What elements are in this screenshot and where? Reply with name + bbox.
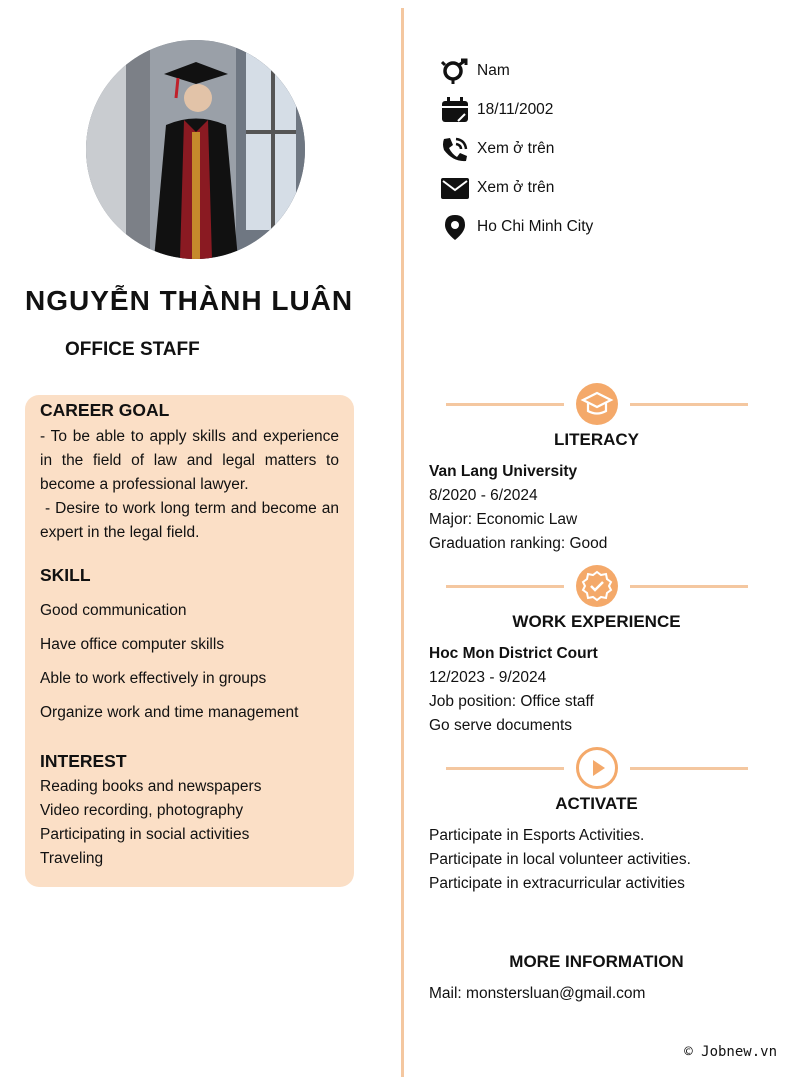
skill-item: Good communication	[40, 602, 187, 619]
activate-item: Participate in local volunteer activities.	[429, 851, 691, 868]
literacy-major: Major: Economic Law	[429, 511, 578, 528]
literacy-rule-left	[446, 403, 564, 406]
info-phone	[440, 135, 554, 163]
skill-item: Able to work effectively in groups	[40, 670, 267, 687]
candidate-name: NGUYỄN THÀNH LUÂN	[25, 285, 354, 316]
column-divider	[401, 8, 404, 1077]
literacy-rule-right	[630, 403, 748, 406]
interest-item: Traveling	[40, 850, 104, 867]
literacy-ranking: Graduation ranking: Good	[429, 535, 608, 552]
work-rule-right	[630, 585, 748, 588]
badge-check-icon	[575, 564, 619, 608]
calendar-icon	[440, 96, 470, 124]
left-summary-panel	[25, 395, 354, 887]
work-task: Go serve documents	[429, 717, 573, 734]
info-gender	[440, 57, 510, 85]
work-position: Job position: Office staff	[429, 693, 594, 710]
activate-item: Participate in extracurricular activities	[429, 875, 685, 892]
work-rule-left	[446, 585, 564, 588]
activate-rule-left	[446, 767, 564, 770]
info-birthdate-value: 18/11/2002	[477, 101, 554, 118]
work-company: Hoc Mon District Court	[429, 645, 598, 662]
work-experience-title: WORK EXPERIENCE	[512, 612, 681, 631]
gender-icon	[440, 57, 470, 85]
literacy-school: Van Lang University	[429, 463, 578, 480]
play-circle-icon	[575, 746, 619, 790]
career-goal-paragraph-2: - Desire to work long term and become an expert in the legal field.	[40, 500, 344, 541]
more-information-title: MORE INFORMATION	[509, 952, 684, 971]
interest-item: Video recording, photography	[40, 802, 244, 819]
info-gender-value: Nam	[477, 62, 510, 79]
activate-rule-right	[630, 767, 748, 770]
more-information-mail: Mail: monstersluan@gmail.com	[429, 985, 646, 1002]
literacy-period: 8/2020 - 6/2024	[429, 487, 538, 504]
phone-icon	[440, 135, 470, 163]
skill-item: Have office computer skills	[40, 636, 225, 653]
work-period: 12/2023 - 9/2024	[429, 669, 547, 686]
literacy-title: LITERACY	[554, 430, 639, 449]
footer-copyright: © Jobnew.vn	[684, 1044, 777, 1060]
info-email	[440, 174, 554, 202]
career-goal-title: CAREER GOAL	[40, 400, 170, 420]
interest-title: INTEREST	[40, 751, 127, 771]
info-email-value: Xem ở trên	[477, 179, 555, 196]
skill-title: SKILL	[40, 565, 91, 585]
interest-item: Reading books and newspapers	[40, 778, 262, 795]
location-pin-icon	[440, 213, 470, 241]
career-goal-paragraph-1: - To be able to apply skills and experience in the field of law and legal matters to become a professional lawyer.	[40, 428, 339, 493]
candidate-role: OFFICE STAFF	[65, 339, 200, 360]
info-phone-value: Xem ở trên	[477, 140, 555, 157]
activate-title: ACTIVATE	[555, 794, 638, 813]
skill-item: Organize work and time management	[40, 704, 299, 721]
info-location-value: Ho Chi Minh City	[477, 218, 594, 235]
profile-photo	[86, 40, 305, 259]
info-birthdate	[440, 96, 553, 124]
info-location	[440, 213, 593, 241]
interest-item: Participating in social activities	[40, 826, 250, 843]
graduation-cap-icon	[575, 382, 619, 426]
activate-item: Participate in Esports Activities.	[429, 827, 645, 844]
envelope-icon	[440, 174, 470, 202]
